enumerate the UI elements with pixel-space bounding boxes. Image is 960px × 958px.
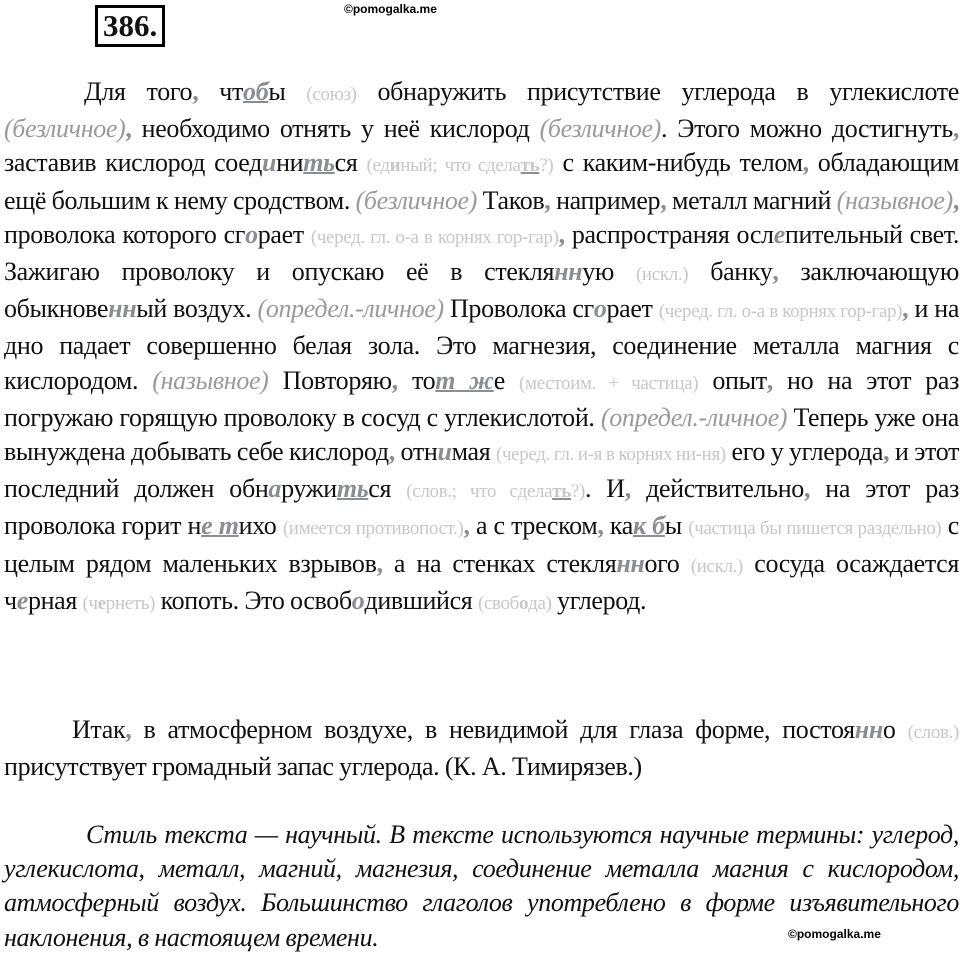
exercise-text: Для того, чтобы (союз) обнаружить присутствие углерода в углекислоте (безличное), необходимо отнять у неё кислород (безличное). Этого можно достигнуть, заставив кислород соединиться (единый; что сделать?) с каким-нибудь телом, обладающим ещё большим к нему сродством. (безличное) Таков, например, металл магний (назывное), проволока которого сгорает (черед. гл. о-а в корнях гор-гар), распространяя ослепительный свет. Зажигаю проволоку и опускаю её в стеклянную (искл.) банку, заключающую обыкновенный воздух. (определ.-личное) Проволока сгорает (черед. гл. о-а в корнях гор-гар), и на дно падает совершенно белая зола. Это магнезия, соединение металла магния с кислородом. (назывное) Повторяю, тот же (местоим. + частица) опыт, но на этот раз погружаю горящую проволоку в сосуд с углекислотой. (определ.-личное) Теперь уже она вынуждена добывать себе кислород, отнимая (черед. гл. и-я в корнях ни-ня) его у углерода, и этот последний должен обнаружиться (слов.; что сделать?). И, действительно, на этот раз проволока горит не тихо (имеется противопост.), а с треском, как бы (частица бы пишется раздельно) с целым рядом маленьких взрывов, а на стенках стеклянного (искл.) сосуда осаждается черная (чернеть) копоть. Это освободившийся (свобода) углерод. <box>4 77 960 615</box>
exercise-number: 386. <box>95 5 165 47</box>
watermark-top: ©pomogalka.me <box>344 2 437 16</box>
exercise-text-final-paragraph: Итак, в атмосферном воздухе, в невидимой для глаза форме, постоянно (слов.) присутствует громадный запас углерода. (К. А. Тимирязев.) <box>4 715 959 782</box>
watermark-bottom: ©pomogalka.me <box>788 927 881 941</box>
style-analysis: Стиль текста — научный. В тексте используются научные термины: углерод, углекислота, металл, магний, магнезия, соединение металла магния с кислородом, атмосферный воздух. Большинство глаголов употреблено в форме изъявительного наклонения, в настоящем времени. <box>4 820 959 952</box>
